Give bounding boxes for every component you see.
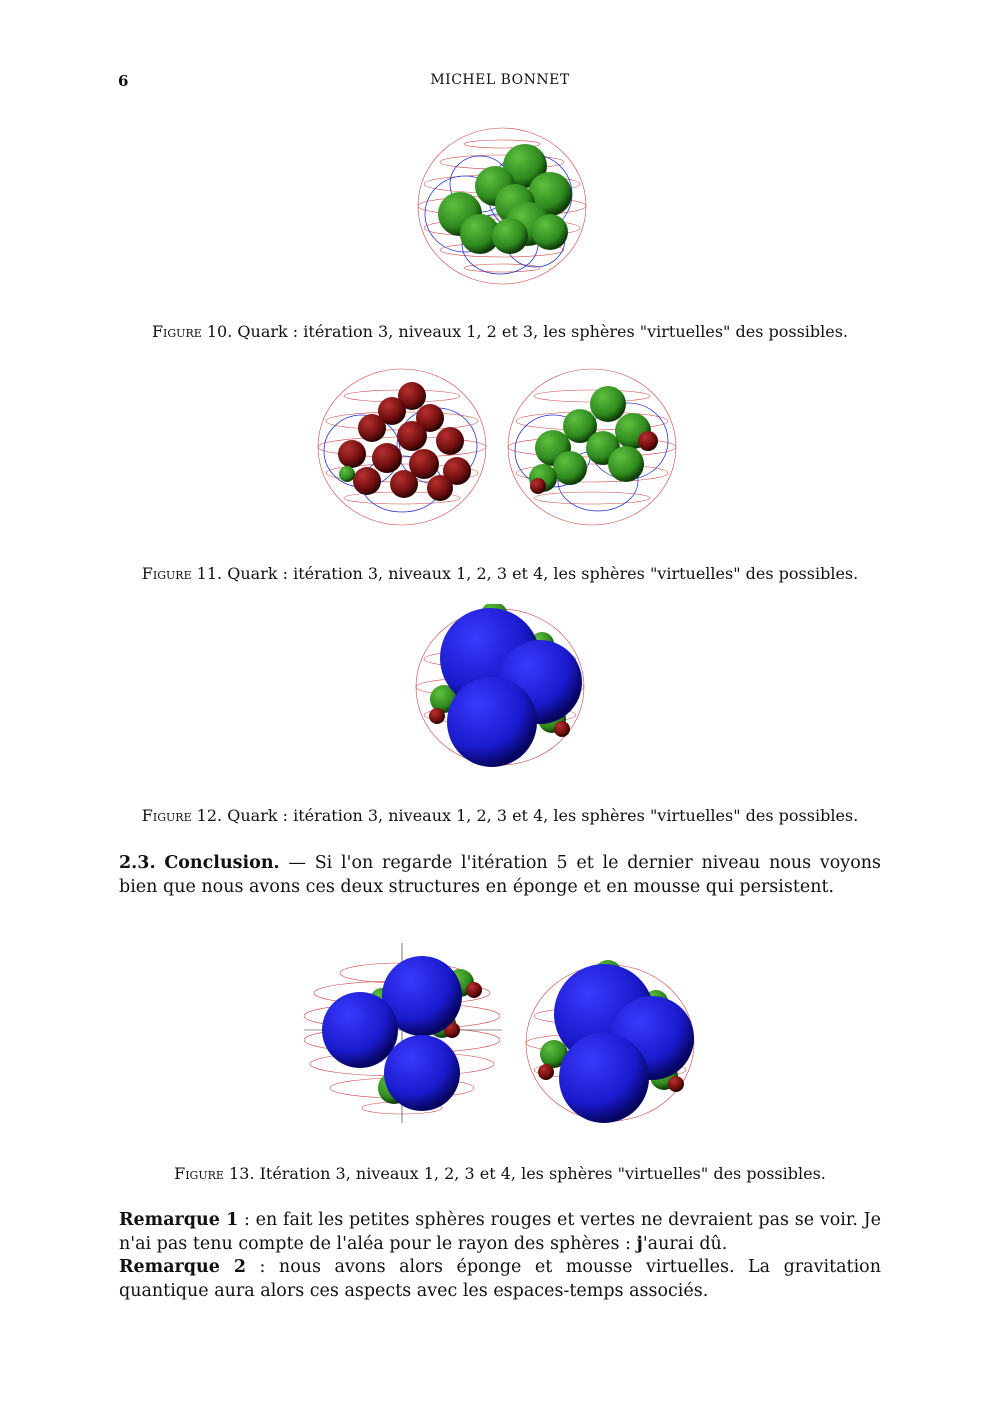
page-number: 6 (118, 72, 129, 90)
caption-text: Itération 3, niveaux 1, 2, 3 et 4, les sphères "virtuelles" des possibles. (259, 1164, 826, 1183)
figure-12-caption (100, 806, 900, 825)
caption-text: Quark : itération 3, niveaux 1, 2, 3 et 4, les sphères "virtuelles" des possibles. (227, 564, 859, 583)
section-conclusion (119, 851, 881, 899)
right-sphere-cluster (508, 369, 676, 525)
remark-1 (119, 1208, 881, 1256)
section-title: Conclusion. (164, 853, 280, 873)
figure-11-image (312, 366, 688, 528)
section-text: Si l'on regarde l'itération 5 et le dernier niveau nous voyons bien que nous avons ces deux structures en éponge et en mousse qui persistent. (119, 853, 881, 897)
figure-label: Figure 13. (174, 1164, 255, 1183)
figure-label: Figure 10. (151, 322, 233, 341)
remark-bold: j (636, 1234, 643, 1254)
figure-12-image (412, 604, 588, 770)
figure-label: Figure 11. (141, 564, 223, 583)
remark-2 (119, 1255, 881, 1303)
caption-text: Quark : itération 3, niveaux 1, 2, 3 et 4, les sphères "virtuelles" des possibles. (227, 806, 859, 825)
figure-10-image (410, 124, 595, 289)
green-spheres (438, 144, 572, 254)
running-head: MICHEL BONNET (430, 72, 570, 88)
section-number: 2.3. (119, 853, 156, 873)
section-dash: — (279, 853, 315, 873)
remark-label: Remarque 2 (119, 1257, 247, 1277)
figure-label: Figure 12. (141, 806, 223, 825)
left-sphere-cluster (318, 369, 486, 525)
figure-11-caption (100, 564, 900, 583)
figure-13-image (302, 938, 698, 1128)
remark-text: : en fait les petites sphères rouges et vertes ne devraient pas se voir. Je n'ai pas tenu compte de l'aléa pour le rayon des sphères : (119, 1210, 881, 1254)
remark-label: Remarque 1 (119, 1210, 239, 1230)
right-sphere-cluster (526, 960, 694, 1123)
remark-text-end: 'aurai dû. (642, 1234, 728, 1254)
figure-10-caption (100, 322, 900, 341)
remark-text: : nous avons alors éponge et mousse virtuelles. La gravitation quantique aura alors ces aspects avec les espaces-temps associés. (119, 1257, 881, 1301)
caption-text: Quark : itération 3, niveaux 1, 2 et 3, les sphères "virtuelles" des possibles. (237, 322, 849, 341)
figure-13-caption (100, 1164, 900, 1183)
left-sphere-cluster (304, 943, 502, 1123)
